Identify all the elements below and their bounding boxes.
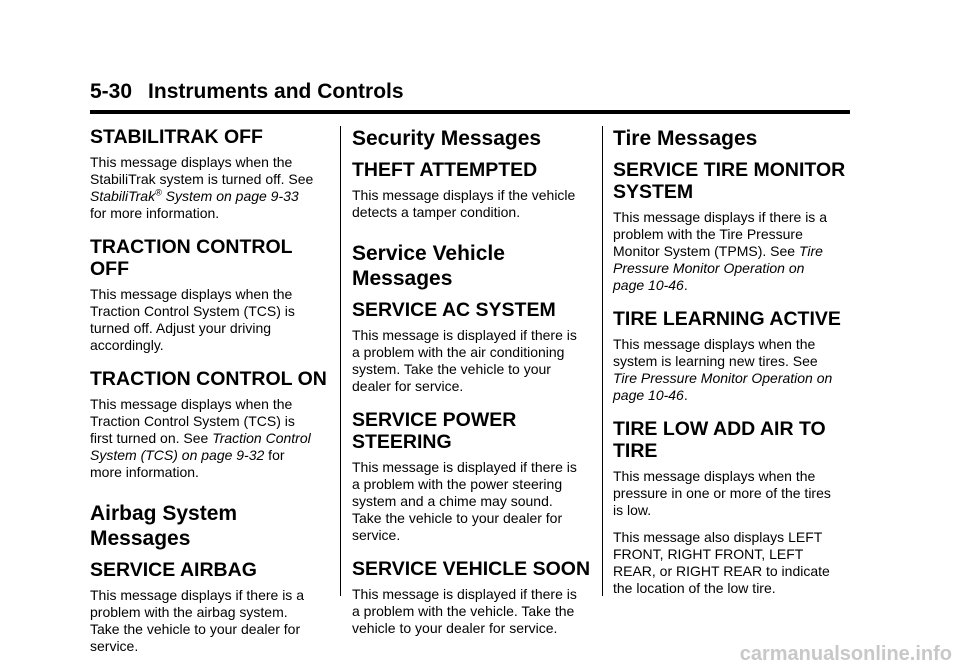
- page-number: 5-30: [90, 80, 133, 103]
- tpms-ref-link-d[interactable]: Tire Pressure Monitor Operation on: [613, 370, 833, 386]
- service-airbag-heading: SERVICE AIRBAG: [90, 559, 257, 581]
- traction-on-text: This message displays when the Traction Control System (TCS) is first turned on. See Traction Control System (TCS) on page 9-32 for more information.: [90, 396, 311, 480]
- column-divider-2: [602, 126, 603, 596]
- service-soon-heading: SERVICE VEHICLE SOON: [352, 558, 591, 580]
- theft-text: This message displays if the vehicle detects a tamper condition.: [352, 187, 576, 220]
- column-divider-1: [340, 126, 341, 596]
- service-vehicle-heading: Service Vehicle Messages: [352, 242, 505, 290]
- traction-off-heading: TRACTION CONTROL OFF: [90, 236, 293, 280]
- security-heading: Security Messages: [352, 127, 542, 150]
- tpms-ref-link-a[interactable]: Tire: [798, 243, 823, 259]
- tire-heading: Tire Messages: [613, 127, 758, 150]
- service-soon-text: This message is displayed if there is a problem with the vehicle. Take the vehicle to your dealer for service.: [352, 586, 577, 636]
- header-title-row: [90, 80, 850, 110]
- stabilitrak-ref-link[interactable]: StabiliTrak® System on page 9-33: [90, 187, 299, 204]
- watermark: carmanualsonline.info: [739, 643, 952, 665]
- header-rule: [90, 110, 850, 114]
- service-ps-heading: SERVICE POWER STEERING: [352, 409, 517, 453]
- airbag-heading: Airbag System Messages: [90, 502, 238, 550]
- tire-low-location-text: This message also displays LEFT FRONT, RIGHT FRONT, LEFT REAR, or RIGHT REAR to indicate the location of the low tire.: [613, 529, 830, 596]
- service-ps-text: This message is displayed if there is a problem with the power steering system and a chime may sound. Take the vehicle to your dealer for service.: [352, 459, 577, 543]
- section-title: Instruments and Controls: [148, 80, 404, 103]
- service-ac-heading: SERVICE AC SYSTEM: [352, 299, 556, 321]
- stabilitrak-off-heading: STABILITRAK OFF: [90, 126, 263, 148]
- service-airbag-text: This message displays if there is a problem with the airbag system. Take the vehicle to your dealer for service.: [90, 587, 304, 654]
- tire-low-heading: TIRE LOW ADD AIR TO TIRE: [613, 418, 826, 462]
- column-2: [352, 126, 597, 647]
- tpms-ref-link-c[interactable]: page 10-46: [613, 277, 684, 293]
- traction-on-heading: TRACTION CONTROL ON: [90, 368, 327, 390]
- tire-learning-text: This message displays when the system is learning new tires. See Tire Pressure Monitor Operation on page 10-46.: [613, 336, 833, 403]
- tire-learning-heading: TIRE LEARNING ACTIVE: [613, 308, 841, 330]
- theft-heading: THEFT ATTEMPTED: [352, 159, 538, 181]
- column-1: [90, 126, 330, 665]
- tcs-ref-link-a[interactable]: Traction Control: [212, 430, 311, 446]
- tcs-ref-link-b[interactable]: System (TCS) on page 9-32: [90, 447, 265, 463]
- page-header: [90, 80, 850, 114]
- service-ac-text: This message is displayed if there is a problem with the air conditioning system. Take the vehicle to your dealer for service.: [352, 327, 577, 394]
- tpms-ref-link-e[interactable]: page 10-46: [613, 387, 684, 403]
- column-3: [613, 126, 858, 607]
- traction-off-text: This message displays when the Traction Control System (TCS) is turned off. Adjust your driving accordingly.: [90, 286, 295, 353]
- tpms-ref-link-b[interactable]: Pressure Monitor Operation on: [613, 260, 805, 276]
- tire-low-text: This message displays when the pressure in one or more of the tires is low.: [613, 468, 831, 518]
- service-tire-monitor-text: This message displays if there is a problem with the Tire Pressure Monitor System (TPMS). See Tire Pressure Monitor Operation on page 10-46.: [613, 209, 827, 293]
- service-tire-monitor-heading: SERVICE TIRE MONITOR SYSTEM: [613, 159, 846, 203]
- stabilitrak-off-text: This message displays when the StabiliTrak system is turned off. See StabiliTrak® System on page 9-33 for more information.: [90, 154, 314, 221]
